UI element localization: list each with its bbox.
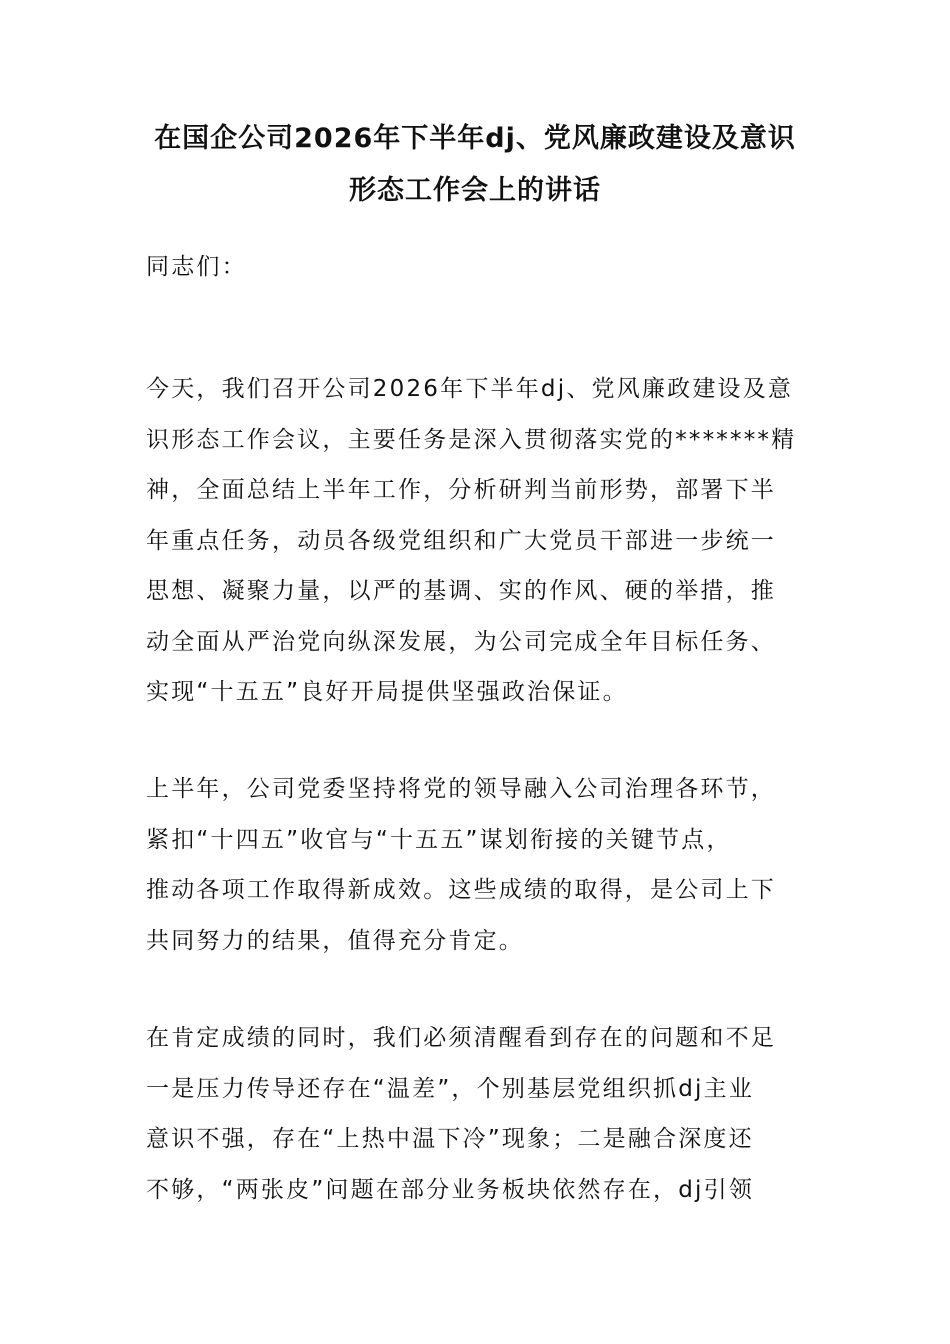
paragraph-opening: [146, 364, 806, 718]
paragraph-line: 共同努力的结果，值得充分肯定。: [146, 927, 524, 954]
paragraph-line: 紧扣“十四五”收官与“十五五”谋划衔接的关键节点，: [146, 826, 732, 853]
paragraph-line: 不够，“两张皮”问题在部分业务板块依然存在，dj引领: [146, 1176, 755, 1203]
paragraph-line: 上半年，公司党委坚持将党的领导融入公司治理各环节，: [146, 776, 776, 802]
paragraph-line: 思想、凝聚力量，以严的基调、实的作风、硬的举措，推: [146, 578, 776, 604]
greeting-text: 同志们：: [146, 254, 247, 280]
paragraph-line: 推动各项工作取得新成效。这些成绩的取得，是公司上下: [146, 877, 776, 903]
document-title: [120, 113, 830, 217]
paragraph-line: 识形态工作会议，主要任务是深入贯彻落实党的*******精: [146, 426, 797, 453]
paragraph-line: 年重点任务，动员各级党组织和广大党员干部进一步统一: [146, 527, 776, 554]
paragraph-line: 神，全面总结上半年工作，分析研判当前形势，部署下半: [146, 477, 776, 503]
paragraph-line: 动全面从严治党向纵深发展，为公司完成全年目标任务、: [146, 628, 776, 655]
paragraph-line: 今天，我们召开公司2026年下半年dj、党风廉政建设及意: [146, 376, 794, 402]
greeting: [146, 242, 806, 293]
paragraph-line: 在肯定成绩的同时，我们必须清醒看到存在的问题和不足: [146, 1025, 776, 1051]
paragraph-line: 意识不强，存在“上热中温下冷”现象；二是融合深度还: [146, 1126, 754, 1152]
title-line: 在国企公司2026年下半年dj、党风廉政建设及意识: [154, 123, 796, 154]
paragraph-achievements: [146, 764, 806, 966]
paragraph-problems: [146, 1013, 806, 1215]
paragraph-line: 实现“十五五”良好开局提供坚强政治保证。: [146, 679, 628, 705]
title-line: 形态工作会上的讲话: [349, 175, 601, 206]
paragraph-line: 一是压力传导还存在“温差”，个别基层党组织抓dj主业: [146, 1075, 755, 1102]
